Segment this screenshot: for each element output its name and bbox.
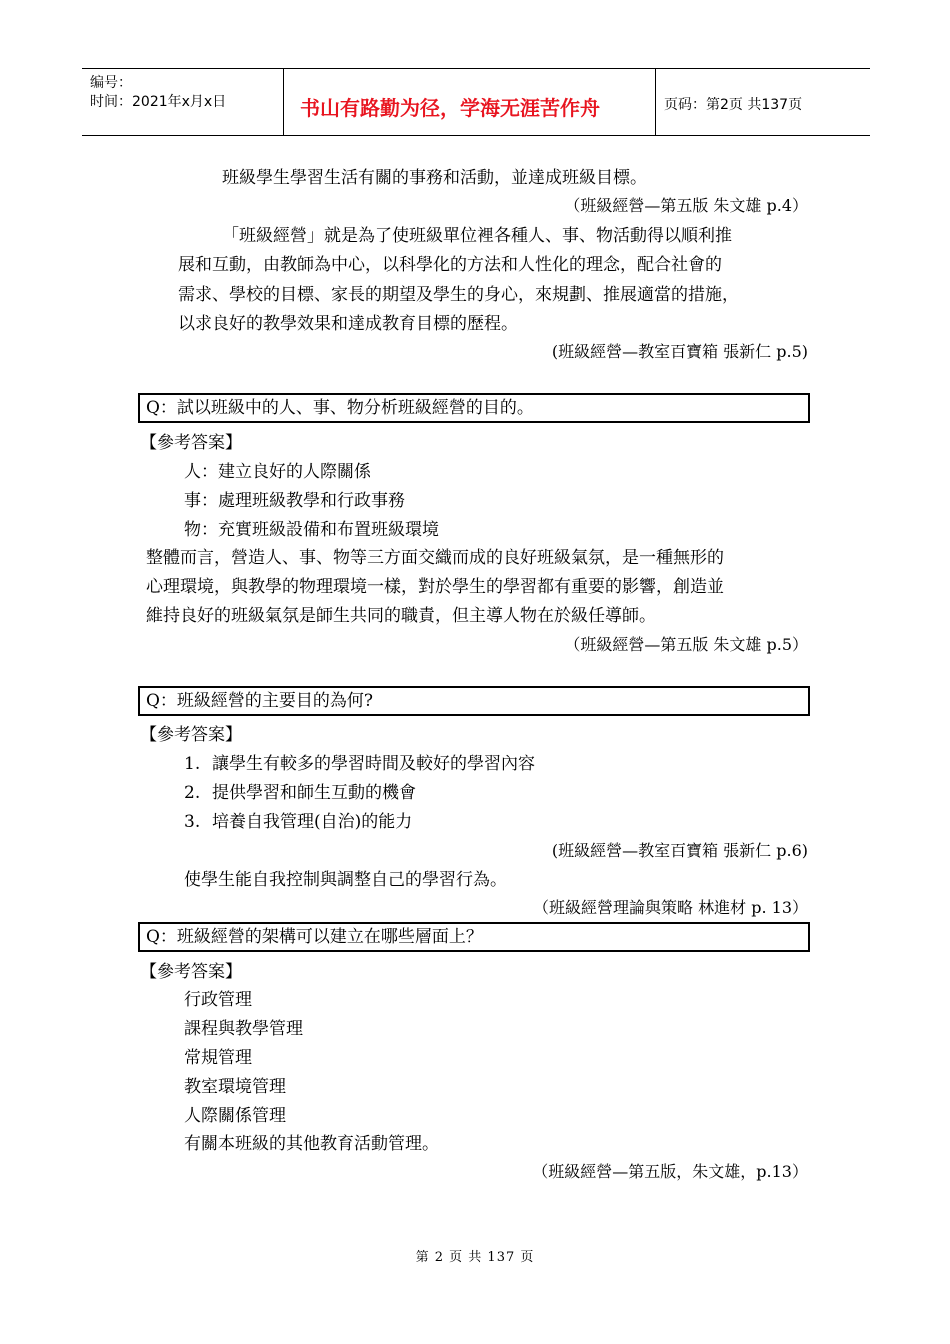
citation: （班級經營理論與策略 林進材 p. 13） (533, 898, 808, 917)
answer-label: 【參考答案】 (140, 962, 242, 982)
numbered-item-text: 讓學生有較多的學習時間及較好的學習內容 (212, 754, 535, 774)
citation: （班級經營—第五版，朱文雄，p.13） (532, 1162, 808, 1181)
answer-item: 事：處理班級教學和行政事務 (184, 491, 405, 511)
answer-item: 課程與教學管理 (184, 1019, 303, 1039)
answer-item: 人際關係管理 (184, 1106, 286, 1126)
intro-line: 班級學生學習生活有關的事務和活動，並達成班級目標。 (222, 168, 647, 188)
header-number-label: 编号： (90, 75, 132, 91)
numbered-item-text: 培養自我管理(自治)的能力 (212, 812, 413, 832)
intro-paragraph-line: 「班級經營」就是為了使班級單位裡各種人、事、物活動得以順利推 (222, 226, 732, 246)
intro-paragraph-line: 需求、學校的目標、家長的期望及學生的身心，來規劃、推展適當的措施， (178, 285, 739, 305)
citation: (班級經營—教室百寶箱 張新仁 p.6) (551, 841, 808, 860)
citation: (班級經營—教室百寶箱 張新仁 p.5) (551, 342, 808, 361)
intro-paragraph-line: 展和互動，由教師為中心，以科學化的方法和人性化的理念，配合社會的 (178, 255, 722, 275)
answer-item: 有關本班級的其他教育活動管理。 (184, 1134, 439, 1154)
header-date: 时间：2021年x月x日 (90, 94, 227, 110)
note-line: 使學生能自我控制與調整自己的學習行為。 (184, 870, 507, 890)
answer-label: 【參考答案】 (140, 725, 242, 745)
answer-label: 【參考答案】 (140, 433, 242, 453)
header-motto: 书山有路勤为径，学海无涯苦作舟 (300, 96, 600, 120)
answer-item: 教室環境管理 (184, 1077, 286, 1097)
question-box: Q：班級經營的主要目的為何? (138, 686, 810, 716)
numbered-item-number: 1. (184, 754, 201, 774)
answer-item: 常規管理 (184, 1048, 252, 1068)
summary-line: 心理環境，與教學的物理環境一樣，對於學生的學習都有重要的影響，創造並 (146, 577, 724, 597)
page-footer: 第 2 页 共 137 页 (415, 1250, 535, 1265)
header-top-rule (82, 68, 870, 69)
answer-item: 行政管理 (184, 990, 252, 1010)
question-box: Q：試以班級中的人、事、物分析班級經營的目的。 (138, 393, 810, 423)
header-divider-left (283, 68, 284, 135)
summary-line: 維持良好的班級氣氛是師生共同的職責，但主導人物在於級任導師。 (146, 606, 656, 626)
intro-paragraph-line: 以求良好的教學效果和達成教育目標的歷程。 (178, 314, 518, 334)
answer-item: 物：充實班級設備和布置班級環境 (184, 520, 439, 540)
citation: （班級經營—第五版 朱文雄 p.4） (564, 196, 808, 215)
summary-line: 整體而言，營造人、事、物等三方面交織而成的良好班級氣氛，是一種無形的 (146, 548, 724, 568)
header-divider-right (655, 68, 656, 135)
question-box: Q：班級經營的架構可以建立在哪些層面上？ (138, 922, 810, 952)
header-bottom-rule (82, 135, 870, 136)
answer-item: 人：建立良好的人際關係 (184, 462, 371, 482)
numbered-item-text: 提供學習和師生互動的機會 (212, 783, 416, 803)
header-page-info: 页码：第2页 共137页 (664, 97, 803, 113)
numbered-item-number: 3. (184, 812, 201, 832)
citation: （班級經營—第五版 朱文雄 p.5） (564, 635, 808, 654)
numbered-item-number: 2. (184, 783, 201, 803)
